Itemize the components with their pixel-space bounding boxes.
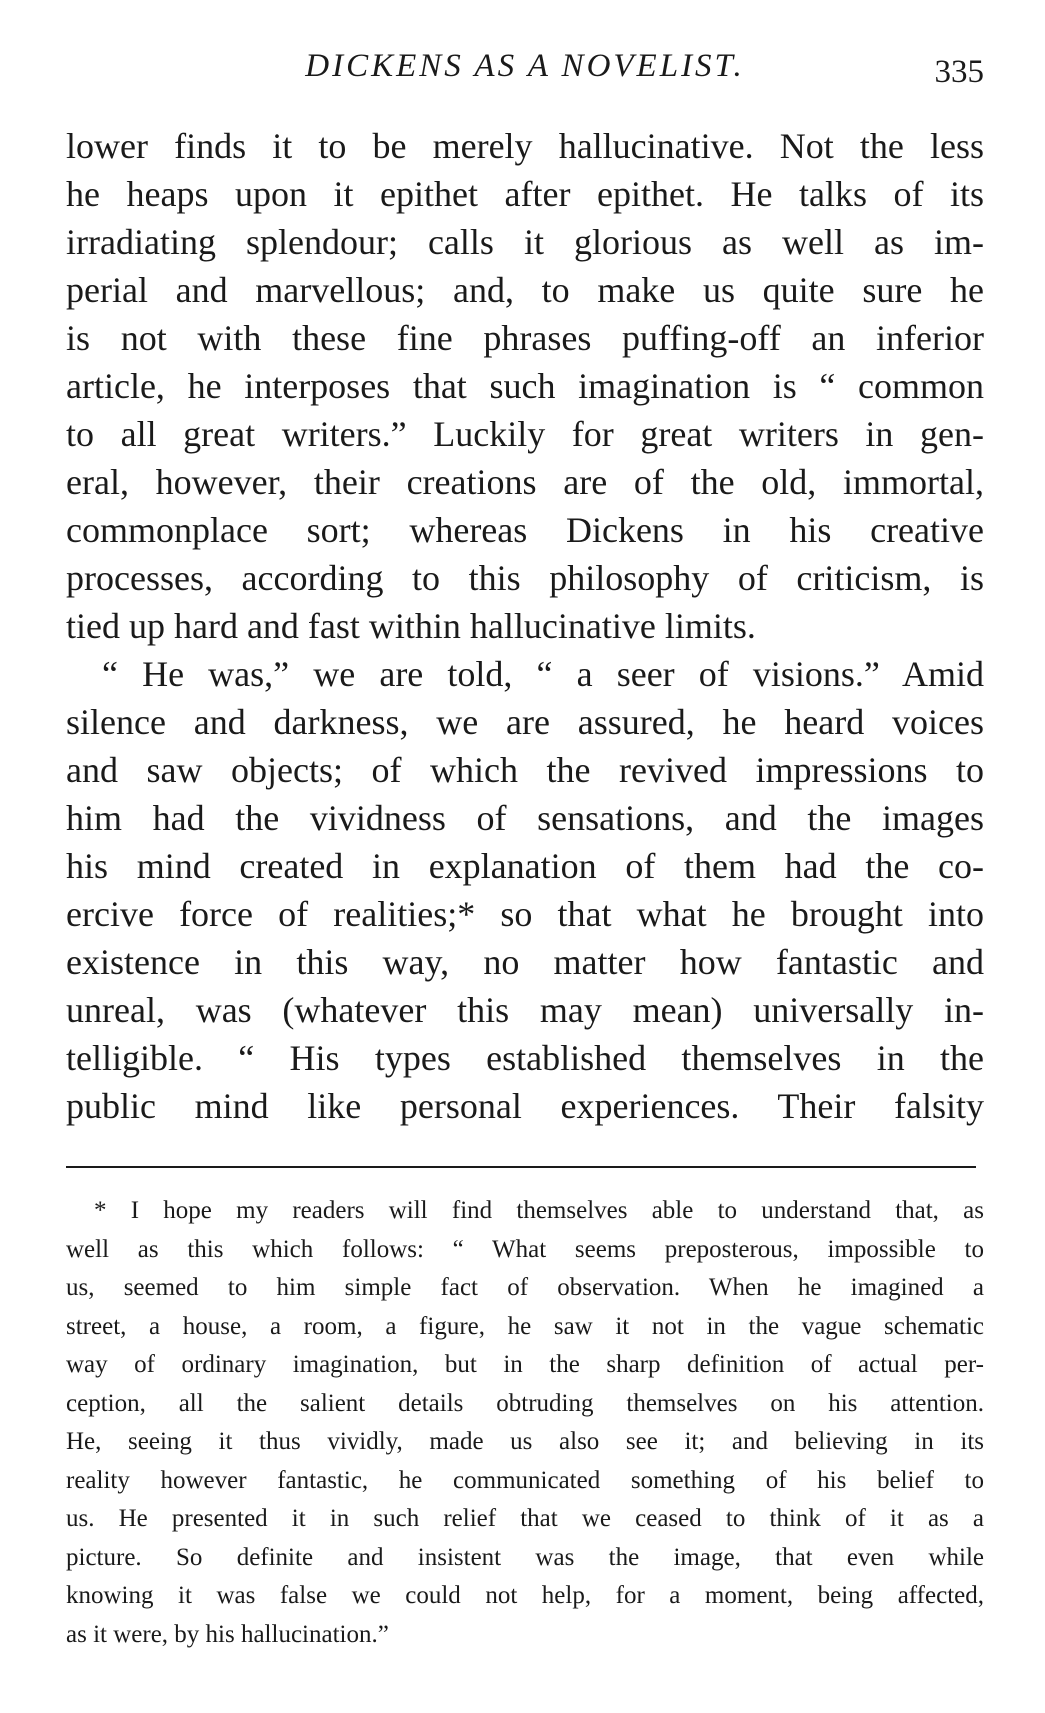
- footnote-line: us. He presented it in such relief that we ceased to think of it as a: [66, 1505, 984, 1532]
- footnote-line: us, seemed to him simple fact of observation. When he imagined a: [66, 1274, 984, 1301]
- page-header: [66, 42, 984, 98]
- body-line: commonplace sort; whereas Dickens in his creative: [66, 510, 984, 550]
- footnote-line: reality however fantastic, he communicated something of his belief to: [66, 1466, 984, 1494]
- body-line-paragraph-start: “ He was,” we are told, “ a seer of visions.” Amid: [102, 654, 984, 694]
- body-line: ercive force of realities;* so that what he brought into: [66, 894, 984, 934]
- body-line: unreal, was (whatever this may mean) universally in-: [66, 990, 984, 1030]
- footnote-line: knowing it was false we could not help, for a moment, being affected,: [66, 1582, 984, 1609]
- body-line: existence in this way, no matter how fantastic and: [66, 942, 984, 982]
- body-line: and saw objects; of which the revived impressions to: [66, 750, 984, 790]
- body-line: he heaps upon it epithet after epithet. He talks of its: [66, 174, 984, 214]
- body-line-paragraph-end: tied up hard and fast within hallucinative limits.: [66, 606, 756, 646]
- body-line: perial and marvellous; and, to make us quite sure he: [66, 270, 984, 310]
- footnote-line: street, a house, a room, a figure, he saw it not in the vague schematic: [66, 1312, 984, 1340]
- footnote-line: picture. So definite and insistent was the image, that even while: [66, 1543, 984, 1571]
- footnote-line: way of ordinary imagination, but in the sharp definition of actual per-: [66, 1351, 984, 1378]
- body-line: to all great writers.” Luckily for great writers in gen-: [66, 414, 984, 454]
- body-line: is not with these fine phrases puffing-off an inferior: [66, 318, 984, 358]
- body-line: eral, however, their creations are of the old, immortal,: [66, 462, 984, 502]
- footnote-line: well as this which follows: “ What seems preposterous, impossible to: [66, 1235, 984, 1263]
- body-text: [66, 122, 984, 1130]
- body-line: him had the vividness of sensations, and the images: [66, 798, 984, 838]
- body-line: irradiating splendour; calls it glorious as well as im-: [66, 222, 984, 262]
- body-line: his mind created in explanation of them had the co-: [66, 846, 984, 886]
- body-line: telligible. “ His types established themselves in the: [66, 1038, 984, 1078]
- body-line: lower finds it to be merely hallucinative. Not the less: [66, 126, 984, 166]
- footnote-line-end: as it were, by his hallucination.”: [66, 1620, 389, 1648]
- body-line: silence and darkness, we are assured, he heard voices: [66, 702, 984, 742]
- running-head: DICKENS AS A NOVELIST.: [305, 48, 745, 84]
- footnote-line: * I hope my readers will find themselves able to understand that, as: [94, 1197, 984, 1224]
- footnote-line: He, seeing it thus vividly, made us also see it; and believing in its: [66, 1428, 984, 1455]
- footnote: [66, 1192, 984, 1654]
- body-line: article, he interposes that such imagination is “ common: [66, 366, 984, 406]
- footnote-divider: [66, 1166, 976, 1168]
- body-line: processes, according to this philosophy of criticism, is: [66, 558, 984, 598]
- footnote-line: ception, all the salient details obtruding themselves on his attention.: [66, 1389, 984, 1417]
- body-line: public mind like personal experiences. Their falsity: [66, 1086, 984, 1126]
- page-number: 335: [934, 54, 984, 90]
